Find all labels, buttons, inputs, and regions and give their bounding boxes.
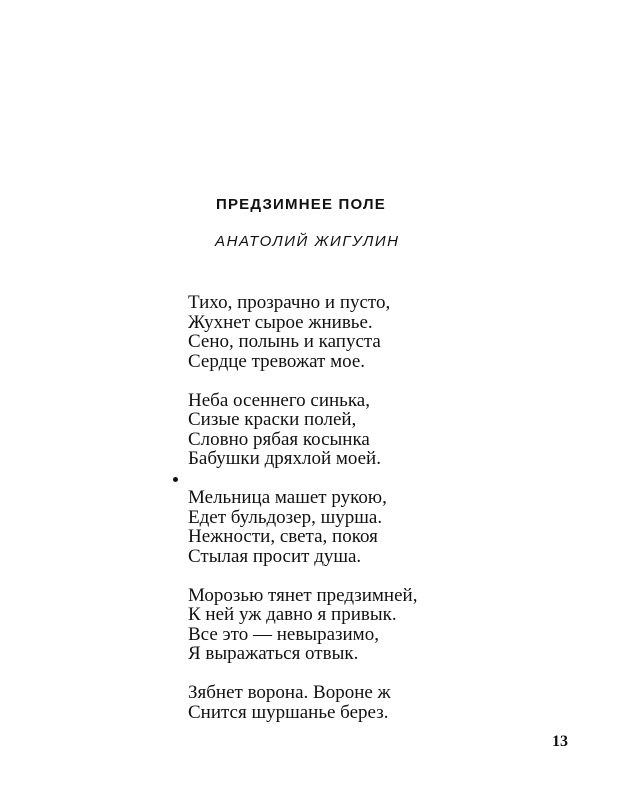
stanza-2 — [188, 391, 417, 469]
poem-line: Нежности, света, покоя — [188, 526, 378, 547]
poem-line: Стылая просит душа. — [188, 545, 362, 567]
page-number: 13 — [552, 733, 568, 750]
poem-line: Едет бульдозер, шурша. — [188, 506, 383, 528]
poem-line: Неба осеннего синька, — [188, 389, 370, 411]
poem-line: Бабушки дряхлой моей. — [188, 448, 381, 469]
stanza-1 — [188, 293, 417, 371]
poem-line: Сердце тревожат мое. — [188, 350, 366, 372]
poem-line: Морозью тянет предзимней, — [188, 584, 418, 606]
poem-line: Зябнет ворона. Вороне ж — [188, 682, 391, 703]
ink-dot — [173, 477, 178, 482]
stanza-3 — [188, 488, 417, 566]
poem-line: Сено, полынь и капуста — [188, 331, 381, 352]
poem-line: Жухнет сырое жнивье. — [188, 311, 373, 333]
poem-author: АНАТОЛИЙ ЖИГУЛИН — [215, 233, 400, 250]
poem-line: Снится шуршанье берез. — [188, 701, 389, 723]
poem-line: Я выражаться отвык. — [188, 643, 359, 664]
poem-title: ПРЕДЗИМНЕЕ ПОЛЕ — [216, 196, 386, 213]
poem-line: Словно рябая косынка — [188, 428, 370, 450]
stanza-4 — [188, 586, 417, 664]
poem-line: Тихо, прозрачно и пусто, — [188, 292, 391, 313]
poem-line: Все это — невыразимо, — [188, 623, 379, 645]
poem-body — [188, 293, 417, 742]
poem-line: Сизые краски полей, — [188, 409, 357, 430]
poem-line: Мельница машет рукою, — [188, 487, 387, 508]
stanza-5 — [188, 683, 417, 722]
poem-line: К ней уж давно я привык. — [188, 604, 397, 625]
